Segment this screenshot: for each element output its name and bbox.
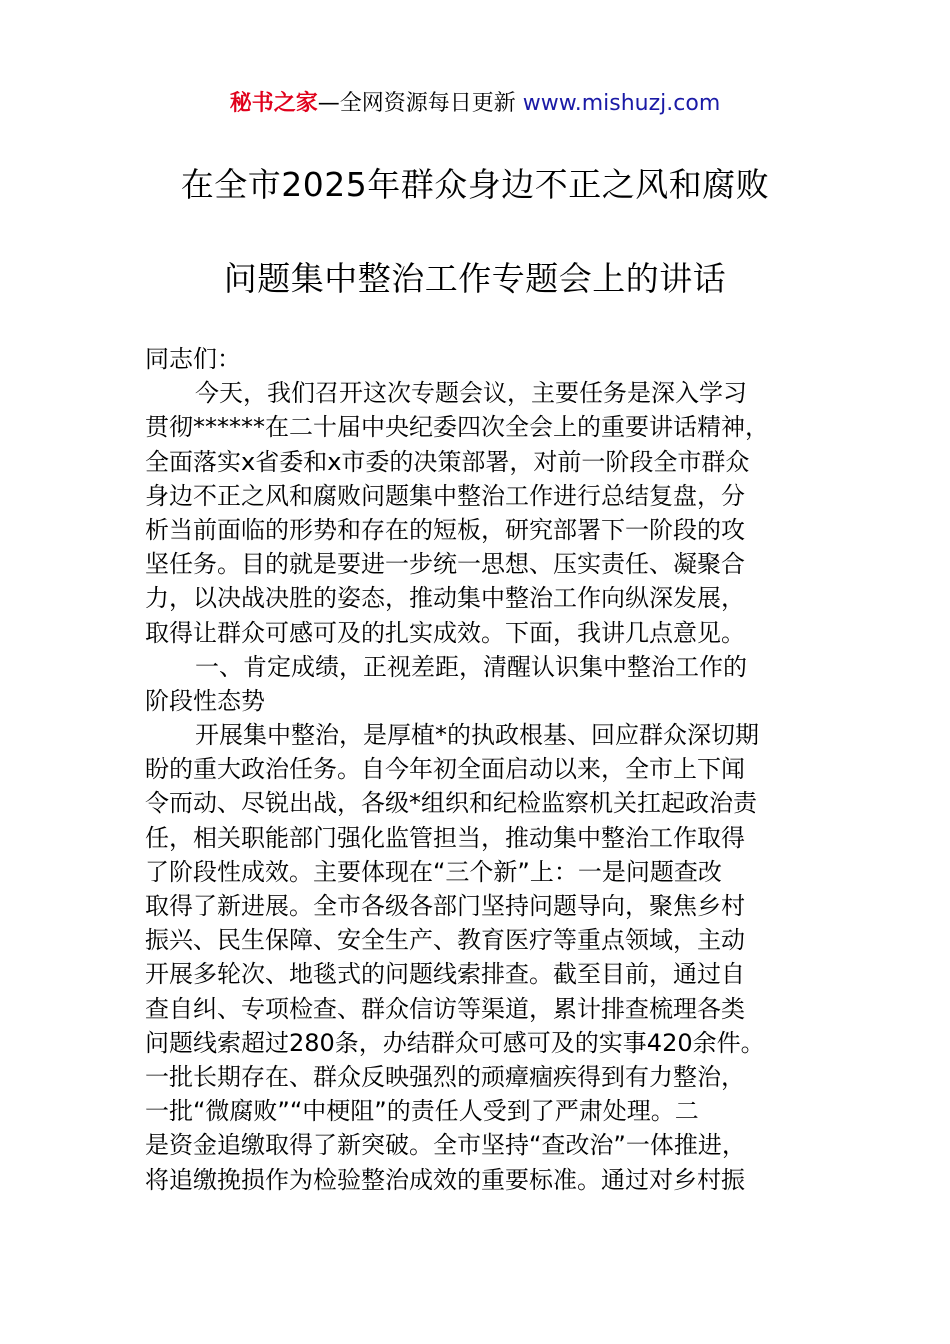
body-line: 将追缴挽损作为检验整治成效的重要标准。通过对乡村振 xyxy=(145,1165,745,1194)
body-line: 析当前面临的形势和存在的短板，研究部署下一阶段的攻 xyxy=(145,515,745,544)
body-line: 今天，我们召开这次专题会议，主要任务是深入学习 xyxy=(195,379,747,408)
brand-name: 秘书之家 xyxy=(229,91,318,116)
body-line: 任，相关职能部门强化监管担当，推动集中整治工作取得 xyxy=(145,823,745,852)
section-heading-line: 一、肯定成绩，正视差距，清醒认识集中整治工作的 xyxy=(195,652,747,681)
body-line: 全面落实x省委和x市委的决策部署，对前一阶段全市群众 xyxy=(145,447,750,476)
body-line: 是资金追缴取得了新突破。全市坚持“查改治”一体推进， xyxy=(145,1131,746,1160)
document-title-line-2: 问题集中整治工作专题会上的讲话 xyxy=(223,259,727,298)
body-line: 取得了新进展。全市各级各部门坚持问题导向，聚焦乡村 xyxy=(145,892,745,920)
body-line: 查自纠、专项检查、群众信访等渠道，累计排查梳理各类 xyxy=(145,994,745,1023)
body-line: 开展集中整治，是厚植*的执政根基、回应群众深切期 xyxy=(195,721,759,750)
site-banner xyxy=(0,88,950,120)
body-line: 振兴、民生保障、安全生产、教育医疗等重点领域，主动 xyxy=(145,926,745,955)
body-line: 身边不正之风和腐败问题集中整治工作进行总结复盘，分 xyxy=(145,481,745,510)
salutation: 同志们： xyxy=(145,345,241,373)
section-heading-line: 阶段性态势 xyxy=(145,686,265,715)
document-body xyxy=(145,342,835,1197)
body-line: 盼的重大政治任务。自今年初全面启动以来，全市上下闻 xyxy=(145,755,745,784)
body-line: 力，以决战决胜的姿态，推动集中整治工作向纵深发展， xyxy=(145,584,745,613)
body-line: 问题线索超过280条，办结群众可感可及的实事420余件。 xyxy=(145,1028,765,1057)
body-line: 取得让群众可感可及的扎实成效。下面，我讲几点意见。 xyxy=(145,618,745,647)
body-line: 一批“微腐败”“中梗阻”的责任人受到了严肃处理。二 xyxy=(145,1097,699,1126)
site-url-link[interactable]: www.mishuzj.com xyxy=(522,91,721,116)
body-line: 开展多轮次、地毯式的问题线索排查。截至目前，通过自 xyxy=(145,960,745,989)
banner-tagline: —全网资源每日更新 xyxy=(317,91,516,116)
body-line: 了阶段性成效。主要体现在“三个新”上：一是问题查改 xyxy=(145,857,722,886)
body-line: 坚任务。目的就是要进一步统一思想、压实责任、凝聚合 xyxy=(145,550,745,579)
document-title-line-1: 在全市2025年群众身边不正之风和腐败 xyxy=(180,165,770,204)
body-line: 一批长期存在、群众反映强烈的顽瘴痼疾得到有力整治， xyxy=(145,1062,745,1091)
body-line: 令而动、尽锐出战，各级*组织和纪检监察机关扛起政治责 xyxy=(145,789,757,818)
body-line: 贯彻******在二十届中央纪委四次全会上的重要讲话精神， xyxy=(145,413,769,442)
